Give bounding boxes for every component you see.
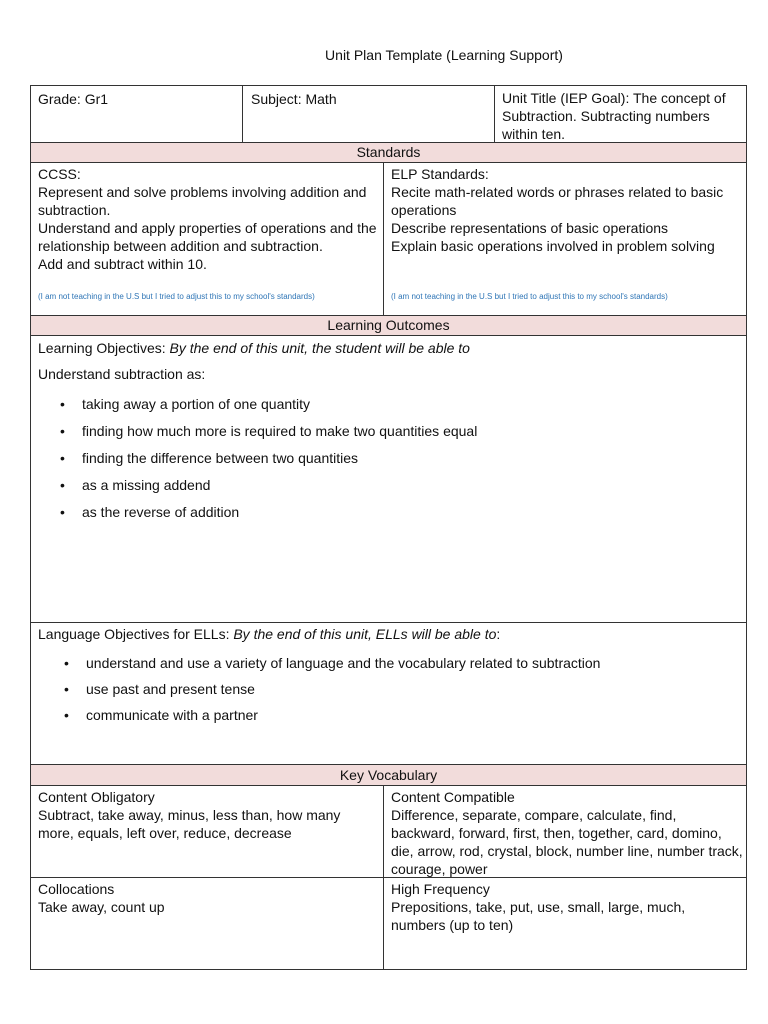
list-item: • as the reverse of addition (38, 499, 738, 526)
language-objectives-list (42, 650, 742, 728)
elp-line: Explain basic operations involved in problem solving (391, 238, 715, 254)
content-compatible-text: Difference, separate, compare, calculate, find, backward, forward, first, then, together, card, domino, die, arrow, rod, crystal, block, number line, number track, courage, power (391, 807, 743, 877)
divider (30, 622, 747, 623)
elp-line: Describe representations of basic operations (391, 220, 669, 236)
collocations-text: Take away, count up (38, 899, 165, 915)
collocations-cell (38, 880, 378, 916)
divider (383, 163, 384, 315)
content-compatible-label: Content Compatible (391, 789, 515, 805)
high-frequency-cell (391, 880, 743, 934)
standards-heading: Standards (30, 142, 747, 163)
ccss-cell (38, 165, 380, 273)
list-item: • understand and use a variety of language and the vocabulary related to subtraction (42, 650, 742, 676)
elp-cell (391, 165, 741, 255)
ccss-line: Understand and apply properties of operations and the relationship between addition and subtraction. (38, 220, 377, 254)
language-objectives-label: Language Objectives for ELLs: (38, 626, 234, 642)
list-item: • communicate with a partner (42, 702, 742, 728)
divider (383, 786, 384, 970)
list-item: • use past and present tense (42, 676, 742, 702)
subject-cell: Subject: Math (251, 91, 337, 107)
ccss-line: Represent and solve problems involving addition and subtraction. (38, 184, 367, 218)
learning-outcomes-list (38, 391, 738, 526)
subtraction-intro: Understand subtraction as: (38, 366, 206, 382)
content-obligatory-cell (38, 788, 378, 842)
high-frequency-text: Prepositions, take, put, use, small, large, much, numbers (up to ten) (391, 899, 686, 933)
list-item: • finding how much more is required to make two quantities equal (38, 418, 738, 445)
list-item: • as a missing addend (38, 472, 738, 499)
language-objectives-lead: By the end of this unit, ELLs will be able to (233, 626, 497, 642)
ccss-label: CCSS: (38, 166, 81, 182)
elp-note: (I am not teaching in the U.S but I tried to adjust this to my school's standards) (391, 292, 668, 301)
divider (494, 85, 495, 142)
language-objectives (38, 625, 738, 643)
learning-objectives-label: Learning Objectives: (38, 340, 170, 356)
elp-line: Recite math-related words or phrases related to basic operations (391, 184, 724, 218)
learning-objectives-lead: By the end of this unit, the student will be able to (169, 340, 470, 356)
content-obligatory-label: Content Obligatory (38, 789, 155, 805)
unit-title-cell: Unit Title (IEP Goal): The concept of Subtraction. Subtracting numbers within ten. (502, 90, 726, 142)
key-vocabulary-heading: Key Vocabulary (30, 764, 747, 786)
content-obligatory-text: Subtract, take away, minus, less than, how many more, equals, left over, reduce, decrease (38, 807, 341, 841)
collocations-label: Collocations (38, 881, 115, 897)
language-objectives-colon: : (496, 626, 501, 642)
grade-cell: Grade: Gr1 (38, 91, 109, 107)
high-frequency-label: High Frequency (391, 881, 490, 897)
ccss-line: Add and subtract within 10. (38, 256, 207, 272)
learning-outcomes-heading: Learning Outcomes (30, 315, 747, 336)
list-item: • finding the difference between two quantities (38, 445, 738, 472)
content-compatible-cell (391, 788, 743, 878)
document-title: Unit Plan Template (Learning Support) (325, 47, 563, 63)
ccss-note: (I am not teaching in the U.S but I tried to adjust this to my school's standards) (38, 292, 315, 301)
list-item: • taking away a portion of one quantity (38, 391, 738, 418)
elp-label: ELP Standards: (391, 166, 489, 182)
learning-objectives (38, 339, 738, 357)
divider (242, 85, 243, 142)
